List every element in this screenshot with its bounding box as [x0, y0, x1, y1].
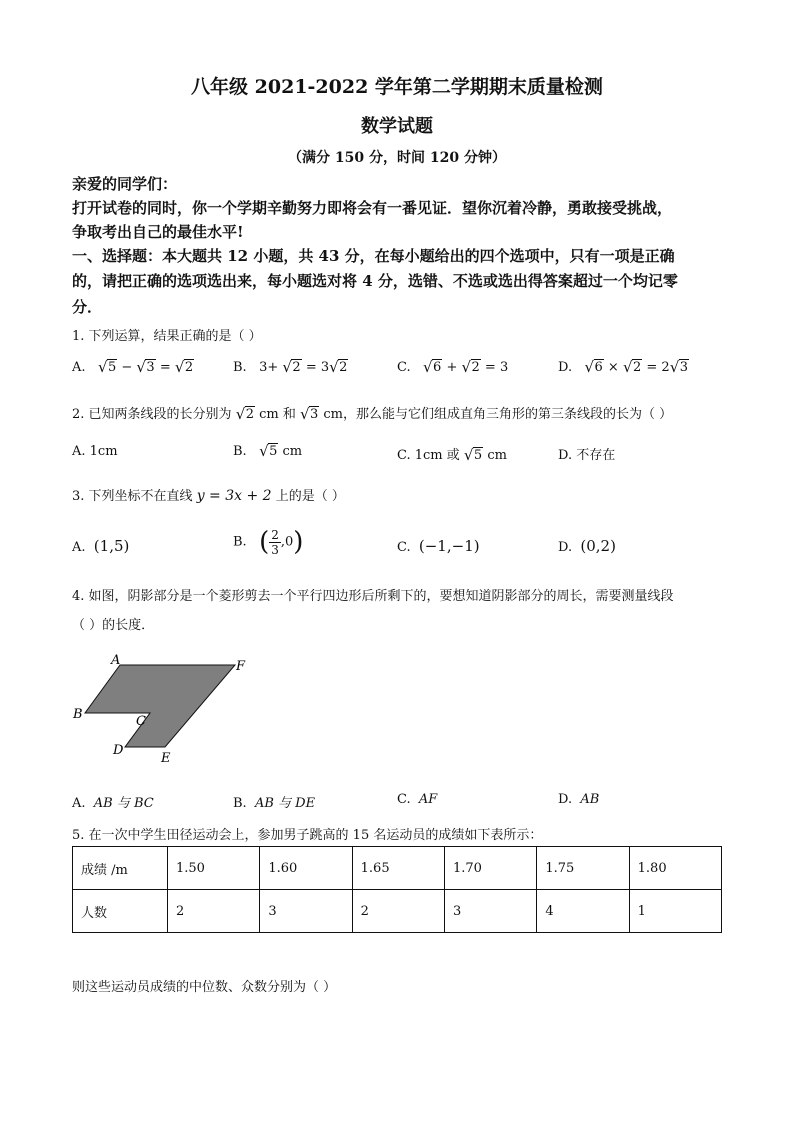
section-1-line-2: 的，请把正确的选项选出来，每小题选对将 4 分，选错、不选或选出得答案超过一个均记零	[72, 272, 678, 290]
table-row	[73, 847, 722, 890]
table-cell: 1.60	[260, 847, 352, 890]
question-2-stem: 2. 已知两条线段的长分别为 √ 2 cm 和 √ 3 cm，那么能与它们组成直角三角形的第三条线段的长为（ ）	[72, 403, 672, 422]
section-1-line-3: 分．	[72, 298, 103, 316]
table-cell: 1.65	[352, 847, 444, 890]
q2-option-b: B. √ 5 cm	[233, 444, 302, 459]
question-4-line-1: 4. 如图，阴影部分是一个菱形剪去一个平行四边形后所剩下的，要想知道阴影部分的周长，需要测量线段	[72, 589, 674, 604]
q3-option-c: C. (−1,−1)	[397, 537, 480, 555]
q1-option-a: A. √ 5 − √ 3 = √ 2	[72, 360, 194, 375]
q4-option-a: A. AB 与 BC	[72, 796, 154, 811]
question-5-prompt: 则这些运动员成绩的中位数、众数分别为（ ）	[72, 980, 337, 995]
q1-option-c: C. √ 6 + √ 2 = 3	[397, 360, 508, 375]
table-cell: 3	[260, 890, 352, 933]
q1-option-b: B. 3+ √ 2 = 3√ 2	[233, 360, 348, 375]
label-d: D	[113, 743, 124, 758]
question-5-stem: 5. 在一次中学生田径运动会上，参加男子跳高的 15 名运动员的成绩如下表所示：	[72, 828, 543, 843]
q3-option-a: A. (1,5)	[72, 537, 130, 555]
table-cell: 2	[168, 890, 260, 933]
table-cell: 1.75	[537, 847, 629, 890]
scores-table	[72, 846, 722, 933]
q1-option-d: D. √ 6 × √ 2 = 2√ 3	[558, 360, 689, 375]
label-f: F	[236, 659, 246, 674]
intro-line-2: 争取考出自己的最佳水平!	[72, 223, 244, 241]
subject-title: 数学试题	[361, 116, 433, 137]
table-cell: 成绩 /m	[73, 847, 168, 890]
label-e: E	[161, 751, 171, 766]
table-cell: 2	[352, 890, 444, 933]
q4-option-d: D. AB	[558, 792, 600, 807]
exam-meta: （满分 150 分，时间 120 分钟）	[288, 150, 506, 166]
table-cell: 1.70	[444, 847, 536, 890]
intro-line-1: 打开试卷的同时，你一个学期辛勤努力即将会有一番见证．望你沉着冷静，勇敢接受挑战，	[72, 199, 673, 217]
q4-figure	[70, 650, 260, 770]
shaded-region	[85, 665, 235, 747]
label-c: C	[136, 714, 146, 729]
question-1-stem: 1. 下列运算，结果正确的是（ ）	[72, 329, 262, 344]
q2-option-a: A. 1cm	[72, 444, 118, 459]
q4-option-c: C. AF	[397, 792, 438, 807]
q2-option-c: C. 1cm 或 √ 5 cm	[397, 444, 507, 463]
table-cell: 3	[444, 890, 536, 933]
label-a: A	[111, 653, 121, 668]
table-cell: 1.50	[168, 847, 260, 890]
table-cell: 人数	[73, 890, 168, 933]
greeting: 亲爱的同学们：	[72, 175, 178, 193]
question-4-line-2: （ ）的长度．	[72, 618, 155, 633]
question-3-stem: 3. 下列坐标不在直线 y = 3x + 2 上的是（ ）	[72, 488, 345, 504]
page-title: 八年级 2021-2022 学年第二学期期末质量检测	[191, 76, 603, 98]
q2-option-d: D. 不存在	[558, 448, 616, 463]
table-cell: 1.80	[629, 847, 721, 890]
table-row	[73, 890, 722, 933]
q3-option-d: D. (0,2)	[558, 537, 616, 555]
table-cell: 4	[537, 890, 629, 933]
label-b: B	[73, 707, 83, 722]
q3-option-b: B. ( $\frac{2}{3}$ ,0)	[233, 527, 304, 557]
section-1-line-1: 一、选择题：本大题共 12 小题，共 43 分，在每小题给出的四个选项中，只有一项是正确	[72, 247, 675, 265]
q4-option-b: B. AB 与 DE	[233, 796, 316, 811]
table-cell: 1	[629, 890, 721, 933]
